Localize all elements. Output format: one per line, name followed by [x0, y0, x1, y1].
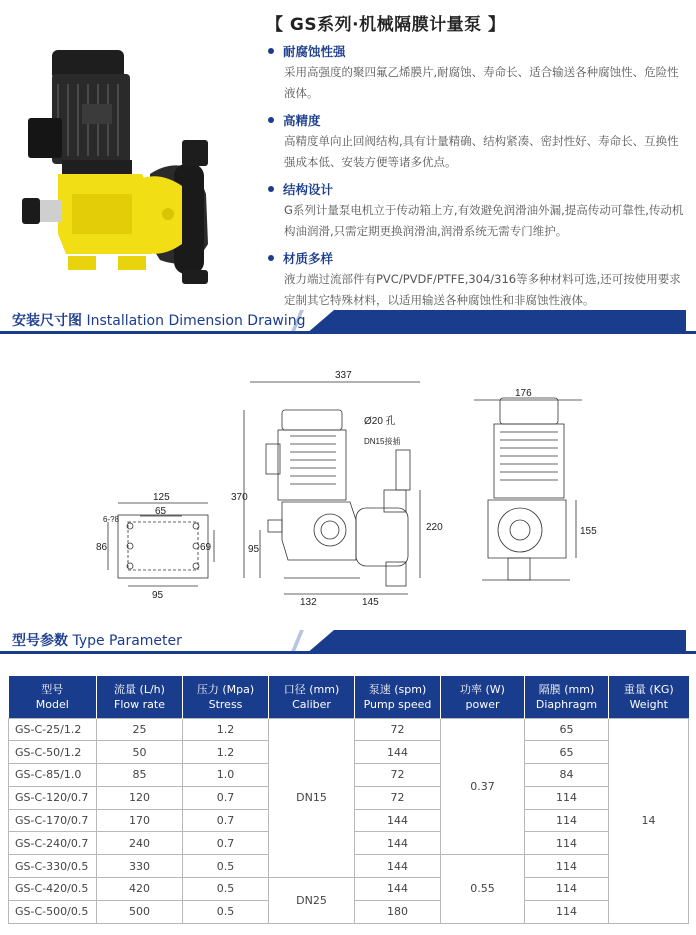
- install-title-en: Installation Dimension Drawing: [86, 313, 306, 329]
- cell-diaphragm: 65: [525, 741, 609, 764]
- type-title-en: Type Parameter: [72, 633, 182, 649]
- dim-base-125: 125: [153, 492, 170, 503]
- feature-item: [268, 111, 688, 173]
- cell-speed: 72: [355, 786, 441, 809]
- cell-flow: 170: [97, 809, 183, 832]
- install-title-cn: 安装尺寸图: [12, 313, 82, 329]
- cell-model: GS-C-240/0.7: [9, 832, 97, 855]
- side-motor-top: [500, 398, 558, 424]
- bullet-icon: [268, 117, 274, 123]
- motor-body: [278, 430, 346, 500]
- type-section-title: [12, 630, 182, 650]
- table-header-row: [9, 676, 689, 718]
- bullet-icon: [268, 48, 274, 54]
- dim-base-69: 69: [200, 542, 212, 553]
- install-section-title: [12, 310, 306, 330]
- cell-caliber-dn25: DN25: [269, 878, 355, 924]
- parameter-table-wrap: [8, 676, 688, 924]
- cell-flow: 50: [97, 741, 183, 764]
- inlet-valve: [386, 562, 406, 586]
- column-header-model: 型号 Model: [9, 676, 97, 718]
- cell-flow: 85: [97, 764, 183, 787]
- cell-diaphragm: 114: [525, 855, 609, 878]
- stroke-knob: [268, 520, 282, 532]
- cell-model: GS-C-85/1.0: [9, 764, 97, 787]
- feature-title: 高精度: [283, 113, 321, 128]
- column-header-weight: 重量 (KG) Weight: [609, 676, 689, 718]
- feature-heading: [268, 249, 688, 267]
- cell-model: GS-C-330/0.5: [9, 855, 97, 878]
- cell-diaphragm: 65: [525, 718, 609, 741]
- dim-base-65: 65: [155, 506, 167, 517]
- cell-speed: 144: [355, 832, 441, 855]
- cell-stress: 1.2: [183, 718, 269, 741]
- column-header-caliber: 口径 (mm) Caliber: [269, 676, 355, 718]
- cell-diaphragm: 114: [525, 786, 609, 809]
- cell-flow: 500: [97, 900, 183, 923]
- feature-title: 结构设计: [283, 182, 334, 197]
- dim-holes: 6-?8: [103, 515, 120, 524]
- cell-diaphragm: 114: [525, 900, 609, 923]
- hole-callout: Ø20 孔: [364, 416, 396, 427]
- feature-heading: [268, 42, 688, 60]
- column-header-diaphragm: 隔膜 (mm) Diaphragm: [525, 676, 609, 718]
- side-pump-head: [488, 500, 566, 558]
- cell-model: GS-C-25/1.2: [9, 718, 97, 741]
- dim-side-95: 95: [248, 544, 260, 555]
- dim-145: 145: [362, 597, 379, 608]
- cell-flow: 120: [97, 786, 183, 809]
- cell-speed: 144: [355, 809, 441, 832]
- cell-stress: 0.7: [183, 786, 269, 809]
- feature-heading: [268, 111, 688, 129]
- cell-model: GS-C-120/0.7: [9, 786, 97, 809]
- header-underline: [0, 651, 696, 654]
- cell-weight: 14: [609, 718, 689, 923]
- cell-model: GS-C-170/0.7: [9, 809, 97, 832]
- mount-hole: [193, 523, 199, 529]
- cell-speed: 72: [355, 718, 441, 741]
- pump-head-outline: [356, 508, 408, 566]
- feature-description: 液力端过流部件有PVC/PVDF/PTFE,304/316等多种材料可选,还可按使用要求定制其它特殊材料，以适用输送各种腐蚀性和非腐蚀性液体。: [284, 272, 681, 307]
- cell-diaphragm: 84: [525, 764, 609, 787]
- table-row: [9, 878, 689, 901]
- product-hero: [0, 0, 696, 307]
- feature-title: 材质多样: [283, 251, 334, 266]
- feature-description: G系列计量泵电机立于传动箱上方,有效避免润滑油外漏,提高传动可靠性,传动机构油润滑,只需定期更换润滑油,润滑系统无需专门维护。: [284, 203, 684, 238]
- cell-stress: 0.7: [183, 832, 269, 855]
- bullet-icon: [268, 255, 274, 261]
- type-title-cn: 型号参数: [12, 633, 68, 649]
- cell-flow: 25: [97, 718, 183, 741]
- feature-heading: [268, 180, 688, 198]
- cell-stress: 0.5: [183, 900, 269, 923]
- cell-model: GS-C-500/0.5: [9, 900, 97, 923]
- column-header-speed: 泵速 (spm) Pump speed: [355, 676, 441, 718]
- cell-speed: 144: [355, 741, 441, 764]
- cell-speed: 180: [355, 900, 441, 923]
- cell-model: GS-C-50/1.2: [9, 741, 97, 764]
- column-header-flow: 流量 (L/h) Flow rate: [97, 676, 183, 718]
- table-row: [9, 718, 689, 741]
- dim-base-95: 95: [152, 590, 164, 601]
- column-header-power: 功率 (W) power: [441, 676, 525, 718]
- outlet-pipe: [396, 450, 410, 490]
- dim-220: 220: [426, 522, 443, 533]
- cell-caliber-dn15: DN15: [269, 718, 355, 878]
- dim-base-86: 86: [96, 542, 108, 553]
- port-callout: DN15接插: [364, 437, 401, 446]
- dim-132: 132: [300, 597, 317, 608]
- cell-stress: 0.5: [183, 855, 269, 878]
- cell-flow: 240: [97, 832, 183, 855]
- cell-speed: 144: [355, 855, 441, 878]
- gear-circle: [314, 514, 346, 546]
- cell-diaphragm: 114: [525, 809, 609, 832]
- cell-model: GS-C-420/0.5: [9, 878, 97, 901]
- feature-description: 采用高强度的聚四氟乙烯膜片,耐腐蚀、寿命长、适合输送各种腐蚀性、危险性液体。: [284, 65, 679, 100]
- install-section-header: [0, 306, 696, 334]
- feature-title: 耐腐蚀性强: [283, 44, 346, 59]
- cell-diaphragm: 114: [525, 878, 609, 901]
- pump-product-photo: [22, 44, 252, 284]
- dim-width-337: 337: [335, 370, 352, 381]
- mount-hole: [193, 563, 199, 569]
- header-underline: [0, 331, 696, 334]
- dim-width-176: 176: [515, 388, 532, 399]
- cell-speed: 144: [355, 878, 441, 901]
- dim-height-370: 370: [231, 492, 248, 503]
- side-motor-body: [494, 424, 564, 498]
- cell-stress: 1.0: [183, 764, 269, 787]
- cell-stress: 0.5: [183, 878, 269, 901]
- side-diaphragm: [498, 508, 542, 552]
- base-plate-inner: [128, 522, 198, 570]
- side-inlet: [508, 558, 530, 580]
- type-section-header: [0, 626, 696, 654]
- cell-stress: 1.2: [183, 741, 269, 764]
- cell-power-037: 0.37: [441, 718, 525, 855]
- product-title: 【 GS系列·机械隔膜计量泵 】: [266, 15, 506, 35]
- dimension-drawing-svg: [0, 340, 696, 625]
- feature-list: [268, 42, 688, 318]
- parameter-table: [8, 676, 689, 924]
- cell-speed: 72: [355, 764, 441, 787]
- cell-power-055: 0.55: [441, 855, 525, 923]
- feature-item: [268, 180, 688, 242]
- dimension-drawing: [0, 340, 696, 625]
- cell-stress: 0.7: [183, 809, 269, 832]
- cell-flow: 420: [97, 878, 183, 901]
- mount-hole: [193, 543, 199, 549]
- gearbox-outline: [282, 502, 356, 560]
- bullet-icon: [268, 186, 274, 192]
- cell-diaphragm: 114: [525, 832, 609, 855]
- feature-description: 高精度单向止回阀结构,具有计量精确、结构紧凑、密封性好、寿命长、互换性强成本低、安装方便等诸多优点。: [284, 134, 679, 169]
- feature-item: [268, 42, 688, 104]
- motor-fan-cover: [282, 410, 342, 430]
- dim-155: 155: [580, 526, 597, 537]
- column-header-stress: 压力 (Mpa) Stress: [183, 676, 269, 718]
- feature-item: [268, 249, 688, 311]
- cell-flow: 330: [97, 855, 183, 878]
